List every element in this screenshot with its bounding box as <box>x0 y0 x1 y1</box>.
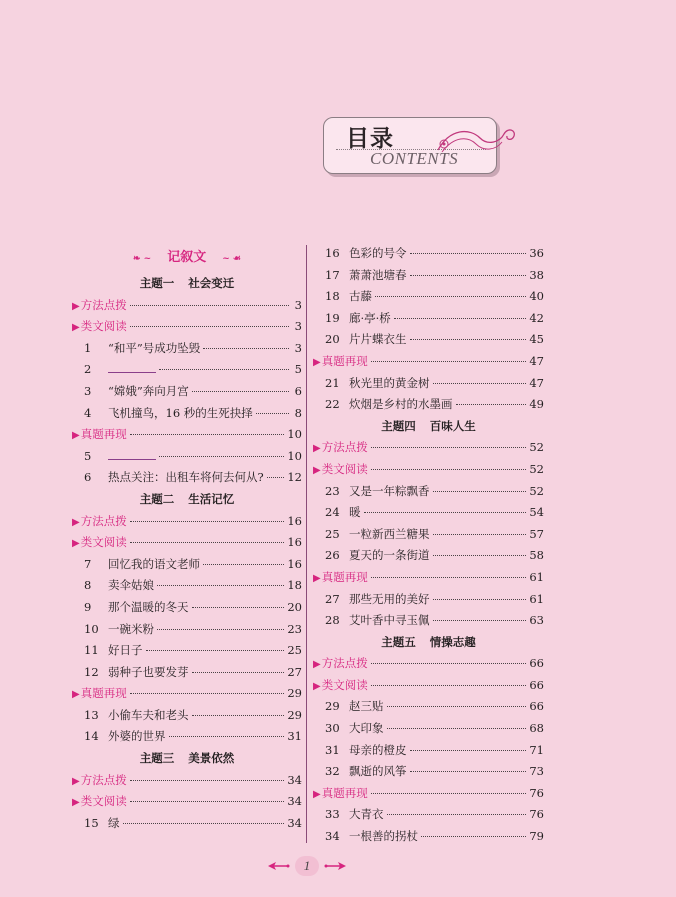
dot-leader <box>433 534 527 535</box>
entry-number: 25 <box>325 526 340 541</box>
toc-entry[interactable] <box>313 265 544 287</box>
toc-entry[interactable] <box>72 640 302 662</box>
entry-number: 11 <box>84 643 99 658</box>
entry-number: 21 <box>325 375 340 390</box>
entry-number: 17 <box>325 267 340 282</box>
dot-leader <box>192 672 285 673</box>
triangle-bullet-icon: ▶ <box>72 516 80 528</box>
theme-title: 情操志趣 <box>429 634 476 649</box>
entry-title: 廊·亭·桥 <box>349 310 391 325</box>
page-ref: 3 <box>294 297 302 312</box>
entry-title: 赵三贴 <box>349 699 384 714</box>
theme-number: 主题三 <box>139 751 175 766</box>
triangle-bullet-icon: ▶ <box>72 430 80 442</box>
dot-leader <box>433 383 527 384</box>
page-ref: 40 <box>529 289 544 304</box>
page-ref: 29 <box>287 686 302 701</box>
dot-leader <box>375 296 526 297</box>
entry-title: 萧萧池塘春 <box>349 267 407 282</box>
entry-title: 夏天的一条街道 <box>349 548 430 563</box>
entry-number: 2 <box>84 362 92 377</box>
section-entry[interactable] <box>313 675 544 697</box>
dot-leader <box>256 413 289 414</box>
theme-number: 主题五 <box>381 634 416 649</box>
page-ref: 20 <box>287 599 302 614</box>
section-entry[interactable] <box>313 653 544 675</box>
page-ref: 61 <box>529 591 544 606</box>
triangle-bullet-icon: ▶ <box>72 775 80 787</box>
dot-leader <box>410 253 527 254</box>
dot-leader <box>410 771 527 772</box>
dot-leader <box>130 801 285 802</box>
entry-number: 7 <box>84 556 92 571</box>
page-ref: 63 <box>529 613 544 628</box>
toc-entry[interactable] <box>313 804 544 826</box>
toc-entry[interactable] <box>313 761 544 783</box>
dot-leader <box>410 750 527 751</box>
theme-title: 百味人生 <box>429 418 476 433</box>
entry-title: 外婆的世界 <box>108 729 166 744</box>
section-title: 类文阅读 <box>321 677 368 692</box>
page-ref: 34 <box>287 772 302 787</box>
dot-leader <box>371 793 527 794</box>
section-title: 类文阅读 <box>80 319 127 334</box>
toc-entry[interactable] <box>313 502 544 524</box>
page-ref: 49 <box>529 397 544 412</box>
dot-leader <box>130 521 285 522</box>
dot-leader <box>130 780 285 781</box>
dot-leader <box>130 305 289 306</box>
toc-entry[interactable] <box>72 554 302 576</box>
category-label: 记叙文 <box>167 250 207 265</box>
entry-title: 热点关注：出租车将何去何从? <box>108 470 264 485</box>
dot-leader <box>267 477 285 478</box>
page-ref: 10 <box>287 427 302 442</box>
entry-number: 13 <box>84 707 99 722</box>
toc-entry[interactable] <box>313 394 544 416</box>
entry-number: 19 <box>325 310 340 325</box>
toc-entry[interactable] <box>72 446 302 468</box>
dot-leader <box>192 391 289 392</box>
entry-number: 1 <box>84 340 92 355</box>
toc-entry[interactable] <box>313 286 544 308</box>
entry-title: 飘逝的风筝 <box>349 764 407 779</box>
dot-leader <box>130 326 289 327</box>
toc-left-column <box>72 243 302 834</box>
category-heading <box>72 243 302 273</box>
triangle-bullet-icon: ▶ <box>72 538 80 550</box>
toc-entry[interactable] <box>72 705 302 727</box>
page-ref: 66 <box>529 699 544 714</box>
dot-leader <box>371 469 527 470</box>
dot-leader <box>387 728 527 729</box>
entry-title-blank <box>108 359 156 381</box>
page-ref: 5 <box>294 362 302 377</box>
page-ref: 47 <box>529 353 544 368</box>
entry-number: 22 <box>325 397 340 412</box>
entry-title: 大印象 <box>349 721 384 736</box>
page-ref: 10 <box>287 448 302 463</box>
toc-entry[interactable] <box>72 662 302 684</box>
theme-number: 主题四 <box>381 418 416 433</box>
page-ref: 73 <box>529 764 544 779</box>
dot-leader <box>421 836 526 837</box>
page-ref: 8 <box>294 405 302 420</box>
section-title: 类文阅读 <box>321 461 368 476</box>
section-entry[interactable] <box>72 791 302 813</box>
page-ref: 68 <box>529 721 544 736</box>
blank-underline <box>108 449 156 460</box>
section-entry[interactable] <box>313 567 544 589</box>
toc-entry[interactable] <box>313 308 544 330</box>
triangle-bullet-icon: ▶ <box>72 322 80 334</box>
entry-title: 好日子 <box>108 643 143 658</box>
toc-entry[interactable] <box>72 403 302 425</box>
toc-entry[interactable] <box>72 597 302 619</box>
entry-number: 31 <box>325 742 340 757</box>
ornament-left-icon: ❧ ~ <box>133 254 152 264</box>
entry-title: 卖伞姑娘 <box>108 578 154 593</box>
dot-leader <box>371 685 527 686</box>
entry-title: 一根善的拐杖 <box>349 829 418 844</box>
toc-entry[interactable] <box>313 610 544 632</box>
entry-title: 古藤 <box>349 289 372 304</box>
page-ref: 52 <box>529 483 544 498</box>
dot-leader <box>433 620 527 621</box>
section-title: 方法点拨 <box>321 656 368 671</box>
dot-leader <box>192 607 285 608</box>
toc-entry[interactable] <box>72 381 302 403</box>
entry-number: 29 <box>325 699 340 714</box>
toc-entry[interactable] <box>313 740 544 762</box>
page-ref: 45 <box>529 332 544 347</box>
dot-leader <box>456 404 527 405</box>
entry-title: 片片蝶衣生 <box>349 332 407 347</box>
entry-number: 16 <box>325 246 340 260</box>
page-ref: 76 <box>529 807 544 822</box>
section-title: 方法点拨 <box>80 513 127 528</box>
entry-number: 14 <box>84 729 99 744</box>
entry-number: 8 <box>84 578 92 593</box>
theme-number: 主题一 <box>139 276 175 290</box>
section-entry[interactable] <box>313 351 544 373</box>
page-ref: 6 <box>294 383 302 398</box>
entry-number: 15 <box>84 815 99 830</box>
theme-title: 美景依然 <box>188 751 235 766</box>
section-entry[interactable] <box>313 783 544 805</box>
toc-entry[interactable] <box>313 826 544 848</box>
dot-leader <box>433 599 527 600</box>
entry-number: 24 <box>325 505 340 520</box>
ornament-right-icon: ~ ☙ <box>222 254 241 264</box>
entry-number: 32 <box>325 764 340 779</box>
toc-right-column <box>313 243 544 848</box>
entry-title: “嫦娥”奔向月宫 <box>108 383 189 398</box>
page-ref: 31 <box>287 729 302 744</box>
page-ref: 66 <box>529 656 544 671</box>
page-footer <box>268 856 346 876</box>
entry-title: 秋光里的黄金树 <box>349 375 430 390</box>
entry-title: 又是一年粽飘香 <box>349 483 430 498</box>
dot-leader <box>130 434 285 435</box>
page-ref: 61 <box>529 569 544 584</box>
page-ref: 27 <box>287 664 302 679</box>
entry-number: 26 <box>325 548 340 563</box>
triangle-bullet-icon: ▶ <box>313 356 321 368</box>
title-chinese: 目录 <box>346 126 394 152</box>
page-ref: 79 <box>529 829 544 844</box>
blank-underline <box>108 362 156 373</box>
section-entry[interactable] <box>313 459 544 481</box>
dot-leader <box>169 736 285 737</box>
theme-heading <box>72 273 302 295</box>
entry-title: 弱种子也要发芽 <box>108 664 189 679</box>
entry-title: 色彩的号令 <box>349 246 407 260</box>
theme-title: 生活记忆 <box>188 491 235 506</box>
dot-leader <box>410 339 527 340</box>
section-title: 真题再现 <box>321 785 368 800</box>
theme-number: 主题二 <box>139 491 175 506</box>
dot-leader <box>203 564 284 565</box>
toc-entry[interactable] <box>72 575 302 597</box>
entry-number: 5 <box>84 448 92 463</box>
entry-title: 炊烟是乡村的水墨画 <box>349 397 453 412</box>
entry-title-blank <box>108 446 156 468</box>
entry-title: 绿 <box>108 815 120 830</box>
dot-leader <box>130 542 285 543</box>
triangle-bullet-icon: ▶ <box>72 300 80 312</box>
toc-entry[interactable] <box>313 329 544 351</box>
toc-entry[interactable] <box>313 524 544 546</box>
toc-entry[interactable] <box>72 467 302 489</box>
entry-title: “和平”号成功坠毁 <box>108 340 201 355</box>
entry-title: 小偷车夫和老头 <box>108 707 189 722</box>
toc-entry[interactable] <box>72 619 302 641</box>
section-title: 类文阅读 <box>80 535 127 550</box>
dot-leader <box>192 715 285 716</box>
entry-title: 那些无用的美好 <box>349 591 430 606</box>
page-ref: 58 <box>529 548 544 563</box>
entry-title: 母亲的橙皮 <box>349 742 407 757</box>
page-ref: 18 <box>287 578 302 593</box>
page-ref: 71 <box>529 742 544 757</box>
section-title: 真题再现 <box>321 569 368 584</box>
dot-leader <box>159 456 284 457</box>
page-ref: 34 <box>287 794 302 809</box>
page-ref: 25 <box>287 643 302 658</box>
dot-leader <box>157 629 284 630</box>
page-ref: 16 <box>287 535 302 550</box>
dot-leader <box>371 361 527 362</box>
page-ref: 54 <box>529 505 544 520</box>
entry-number: 10 <box>84 621 99 636</box>
page-ref: 47 <box>529 375 544 390</box>
toc-entry[interactable] <box>72 726 302 748</box>
entry-number: 27 <box>325 591 340 606</box>
entry-title: 那个温暖的冬天 <box>108 599 189 614</box>
section-entry[interactable] <box>72 295 302 317</box>
theme-heading <box>313 632 544 654</box>
dot-leader <box>157 585 284 586</box>
theme-title: 社会变迁 <box>188 276 235 290</box>
page-ref: 42 <box>529 310 544 325</box>
section-title: 方法点拨 <box>80 772 127 787</box>
dot-leader <box>410 275 527 276</box>
section-entry[interactable] <box>72 424 302 446</box>
dot-leader <box>371 577 527 578</box>
theme-heading <box>72 489 302 511</box>
dot-leader <box>146 650 285 651</box>
page-ref: 23 <box>287 621 302 636</box>
entry-number: 18 <box>325 289 340 304</box>
theme-heading <box>313 416 544 438</box>
section-title: 方法点拨 <box>321 440 368 455</box>
toc-entry[interactable] <box>313 545 544 567</box>
dot-leader <box>130 693 285 694</box>
page-ref: 12 <box>287 470 302 485</box>
page-ref: 52 <box>529 440 544 455</box>
entry-title: 回忆我的语文老师 <box>108 556 200 571</box>
entry-number: 20 <box>325 332 340 347</box>
dot-leader <box>371 663 527 664</box>
dot-leader <box>394 318 527 319</box>
section-title: 方法点拨 <box>80 297 127 312</box>
entry-number: 4 <box>84 405 92 420</box>
triangle-bullet-icon: ▶ <box>313 572 321 584</box>
dot-leader <box>123 823 285 824</box>
entry-title: 艾叶香中寻玉佩 <box>349 613 430 628</box>
page-ref: 76 <box>529 785 544 800</box>
column-divider <box>306 245 307 843</box>
arrow-left-icon <box>268 861 290 871</box>
triangle-bullet-icon: ▶ <box>313 464 321 476</box>
dot-leader <box>371 447 527 448</box>
toc-entry[interactable] <box>313 373 544 395</box>
theme-heading <box>72 748 302 770</box>
dot-leader <box>387 814 527 815</box>
section-entry[interactable] <box>72 532 302 554</box>
toc-entry[interactable] <box>313 589 544 611</box>
entry-title: 暖 <box>349 505 361 520</box>
dot-leader <box>433 491 527 492</box>
page-ref: 57 <box>529 526 544 541</box>
section-title: 类文阅读 <box>80 794 127 809</box>
entry-number: 28 <box>325 613 340 628</box>
entry-number: 34 <box>325 829 340 844</box>
entry-title: 大青衣 <box>349 807 384 822</box>
section-entry[interactable] <box>72 511 302 533</box>
dot-leader <box>203 348 289 349</box>
section-title: 真题再现 <box>80 427 127 442</box>
toc-entry[interactable] <box>313 718 544 740</box>
triangle-bullet-icon: ▶ <box>313 443 321 455</box>
section-entry[interactable] <box>313 437 544 459</box>
page-ref: 16 <box>287 556 302 571</box>
entry-title: 一碗米粉 <box>108 621 154 636</box>
page-ref: 36 <box>529 246 544 260</box>
toc-entry[interactable] <box>72 338 302 360</box>
entry-title: 一粒新西兰糖果 <box>349 526 430 541</box>
triangle-bullet-icon: ▶ <box>72 689 80 701</box>
page-ref: 29 <box>287 707 302 722</box>
toc-entry[interactable] <box>313 243 544 265</box>
section-entry[interactable] <box>72 683 302 705</box>
triangle-bullet-icon: ▶ <box>313 788 321 800</box>
entry-number: 30 <box>325 721 340 736</box>
page-ref: 38 <box>529 267 544 282</box>
page-number: 1 <box>295 856 319 876</box>
toc-entry[interactable] <box>72 359 302 381</box>
dot-leader <box>433 555 527 556</box>
triangle-bullet-icon: ▶ <box>72 797 80 809</box>
toc-entry[interactable] <box>313 481 544 503</box>
dot-leader <box>364 512 527 513</box>
page-ref: 52 <box>529 461 544 476</box>
entry-title: 飞机撞鸟，16 秒的生死抉择 <box>108 405 253 420</box>
toc-entry[interactable] <box>72 813 302 835</box>
page-ref: 66 <box>529 677 544 692</box>
dot-leader <box>159 369 289 370</box>
page-ref: 3 <box>294 319 302 334</box>
toc-entry[interactable] <box>313 696 544 718</box>
entry-number: 3 <box>84 383 92 398</box>
entry-number: 9 <box>84 599 92 614</box>
dot-leader <box>387 706 527 707</box>
entry-number: 12 <box>84 664 99 679</box>
arrow-right-icon <box>324 861 346 871</box>
entry-number: 6 <box>84 470 92 485</box>
entry-number: 33 <box>325 807 340 822</box>
section-title: 真题再现 <box>80 686 127 701</box>
page-ref: 34 <box>287 815 302 830</box>
section-title: 真题再现 <box>321 353 368 368</box>
section-entry[interactable] <box>72 770 302 792</box>
section-entry[interactable] <box>72 316 302 338</box>
triangle-bullet-icon: ▶ <box>313 680 321 692</box>
triangle-bullet-icon: ▶ <box>313 659 321 671</box>
page-ref: 16 <box>287 513 302 528</box>
swirl-ornament-icon <box>430 122 520 158</box>
entry-number: 23 <box>325 483 340 498</box>
title-english: CONTENTS <box>370 149 459 168</box>
page-ref: 3 <box>294 340 302 355</box>
